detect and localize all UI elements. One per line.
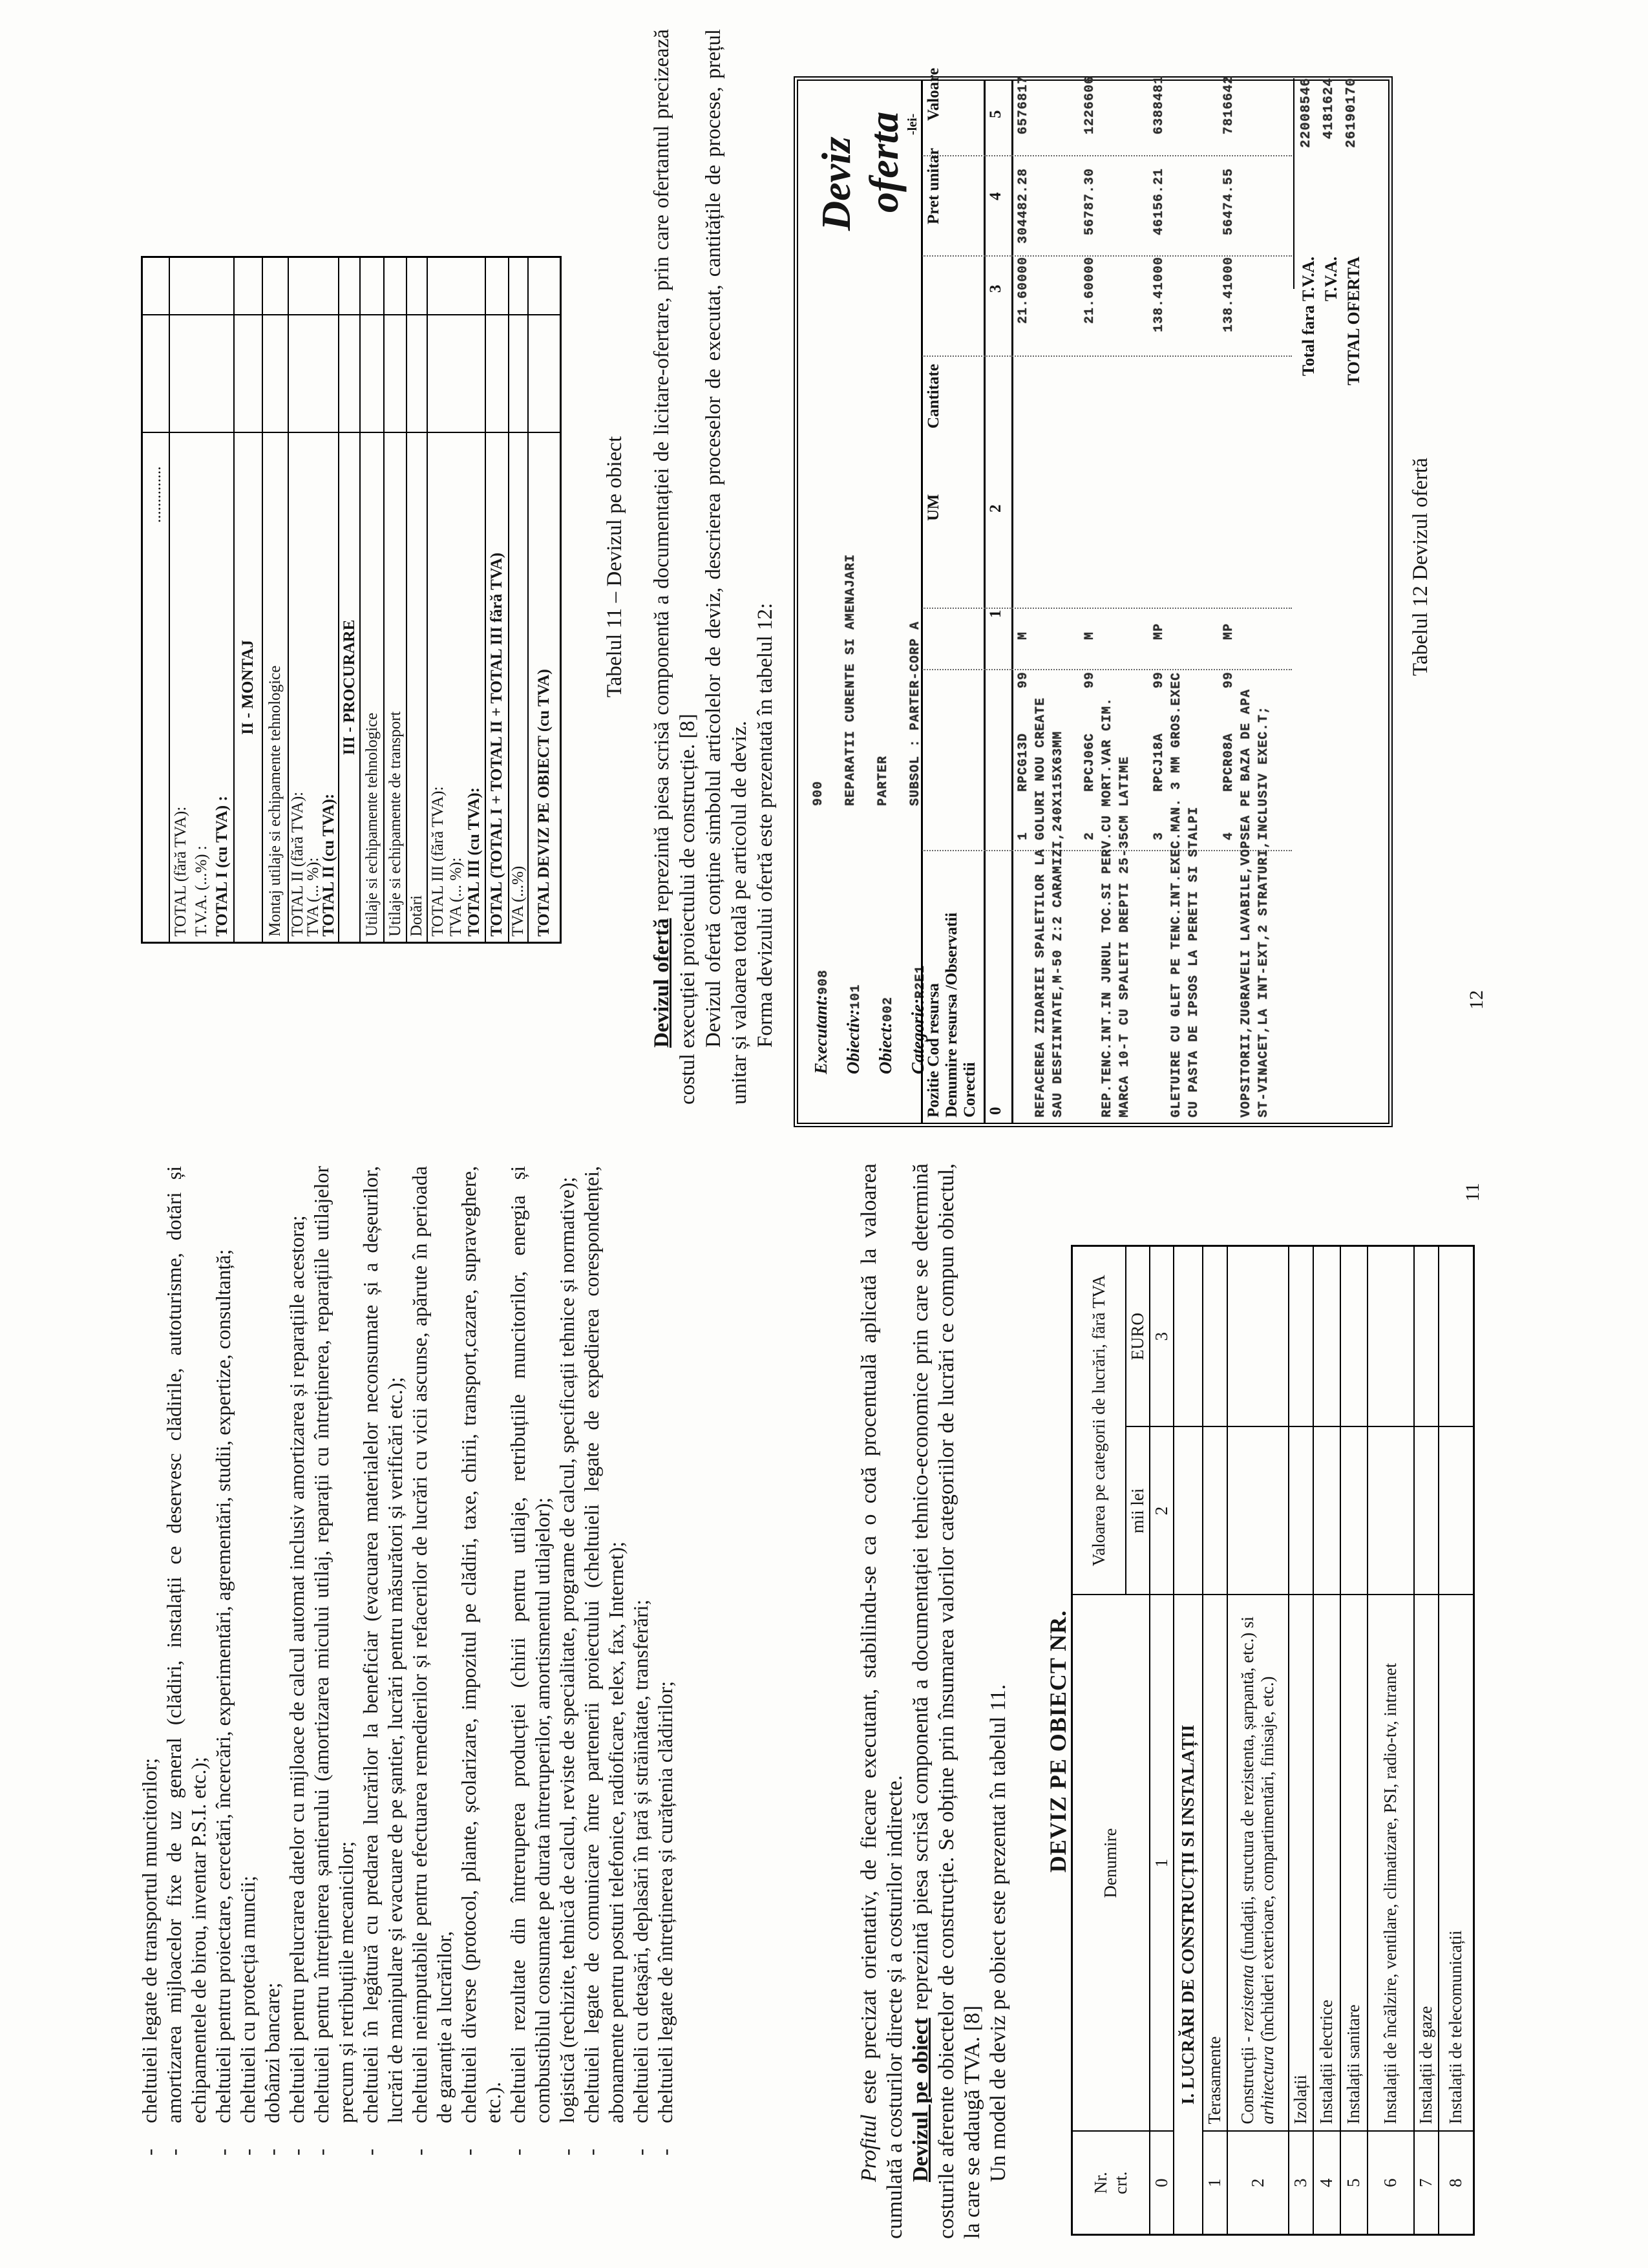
empty-value-cell: [1313, 1427, 1340, 1595]
empty-value-cell: [1313, 1246, 1340, 1427]
tabel11-line: TOTAL III (fără TVA):: [429, 786, 447, 937]
col-header-valoare: Valoare: [925, 68, 942, 121]
bullet-dash: -: [506, 2148, 529, 2156]
empty-value-cell: [1227, 1427, 1289, 1595]
row-number-cell: 1: [1203, 2132, 1227, 2235]
tabel11-line: TOTAL II (fără TVA):: [289, 791, 306, 937]
tabel11-label-text: [290, 438, 337, 937]
empty-value-cell: [1289, 1246, 1313, 1427]
list-item-text: logistică (rechizite, tehnică de calcul, reviste de specialitate, programe de calcul, specificații tehnice și normative);: [555, 1176, 578, 2123]
tabel11-line: TOTAL II (cu TVA):: [320, 793, 337, 937]
row-pret-unitar: 304482.28: [1016, 168, 1031, 244]
list-item-text: cheltuieli rezultate din întreruperea producției (chirii pentru utilaje, retribuțiile muncitorilor, energia și combustibilul consumate pe durata întreruperilor, amortismentul utilajelor);: [506, 1166, 554, 2123]
paragraph: Forma devizului ofertă este prezentată în tabelul 12:: [754, 602, 777, 1048]
list-item-text: cheltuieli legate de întreținerea și curățenia clădirilor;: [653, 1680, 677, 2123]
empty-cell: [1174, 1246, 1203, 1427]
header-denumire: Denumire: [1072, 1595, 1150, 2132]
tabel11-label-cell: [263, 433, 288, 942]
tabel11-label-cell: [170, 433, 233, 942]
row-pozitie: 3: [1152, 831, 1167, 840]
list-item: [137, 1166, 162, 2165]
empty-value-cell: [1414, 1246, 1439, 1427]
row-number-cell: 6: [1368, 2132, 1414, 2235]
bullet-dash: -: [457, 2148, 480, 2156]
row-pozitie: 2: [1083, 831, 1097, 840]
tabel11-value-cell: [289, 315, 338, 433]
field-label: Categorie:: [908, 999, 927, 1074]
tabel11-value-cell: [385, 315, 406, 433]
empty-value-cell: [1368, 1427, 1414, 1595]
tabel11-value-cell: [529, 315, 560, 433]
row-cod-resursa: RPCG13D: [1016, 732, 1031, 792]
tabel11-value-cell: [339, 315, 359, 433]
row-cod-resursa: RPCJ18A: [1152, 732, 1167, 792]
row-observatii: 99: [1083, 671, 1097, 688]
row-number-cell: 8: [1439, 2132, 1474, 2235]
deviz-oferta-box: [794, 68, 1393, 1127]
paragraph: Devizul ofertă conține simbolul articolelor de deviz, descrierea proceselor de executat, cantitățile de procese, prețul unitar și valoarea totală pe articolul de deviz.: [702, 29, 751, 1105]
page12-paragraphs: [649, 29, 778, 1105]
row-denumire-cell: Instalații de telecomunicații: [1439, 1595, 1474, 2132]
tabel11-row: [262, 258, 288, 942]
tabel11-value-cell: [407, 258, 427, 315]
page-number-12: 12: [1466, 990, 1487, 1010]
total-label: Total fara T.V.A.: [1299, 257, 1318, 376]
bullet-dash: -: [408, 2148, 431, 2156]
tabel11-line: TVA (...%): [509, 865, 527, 937]
table-row: [1313, 1246, 1340, 2235]
list-item: [653, 1166, 677, 2165]
tabel11-value-cell: [428, 315, 485, 433]
list-item: [309, 1166, 358, 2165]
col-number: 4: [987, 192, 1004, 200]
bullet-dash: -: [310, 2148, 333, 2156]
row-denumire-cell: Terasamente: [1203, 1595, 1227, 2132]
list-item-text: cheltuieli cu protecția muncii;: [236, 1876, 259, 2123]
tabel11-line: III - PROCURARE: [341, 619, 358, 756]
col-number: 1: [987, 609, 1004, 618]
row-pozitie: 1: [1016, 831, 1031, 840]
tabel11-label-text: [264, 438, 287, 937]
row-um: MP: [1152, 622, 1167, 640]
bullet-dash: -: [555, 2148, 578, 2156]
row-valoare: 6388481: [1152, 76, 1167, 135]
total-value: 26190170: [1344, 78, 1359, 148]
list-item-text: cheltuieli legate de comunicare între partenerii proiectului (cheltuieli legate de expedierea corespondenței, abonamente pentru posturi telefonice, radioficare, telex, fax, Internet);: [580, 1166, 628, 2123]
empty-value-cell: [1340, 1246, 1368, 1427]
tabel11-value-cell: [263, 258, 288, 315]
table-row: [1203, 1246, 1227, 2235]
tabel11-line: TOTAL (TOTAL I + TOTAL II + TOTAL III fără TVA): [488, 553, 505, 937]
tabel11-line: TOTAL (fără TVA):: [172, 806, 189, 937]
row-denumire-line1: REP.TENC.INT.IN JURUL TOC.SI PERV.CU MORT.VAR CIM.: [1100, 697, 1115, 1118]
list-item: [505, 1166, 555, 2165]
col-header-pret-unitar: Pret unitar: [925, 147, 942, 224]
list-item: [358, 1166, 407, 2165]
script-word-deviz: Deviz: [813, 136, 859, 231]
tabel11-devizul-pe-obiect: [141, 256, 562, 944]
tabel11-value-cell: [486, 258, 508, 315]
total-label: T.V.A.: [1322, 257, 1340, 302]
col-number: 2: [1150, 1427, 1174, 1595]
denumire-part: rezistenta: [1238, 1965, 1257, 2032]
list-item-text: cheltuieli diverse (protocol, pliante, școlarizare, impozitul pe clădiri, taxe, chirii, transport,cazare, supraveghere, etc.).: [457, 1166, 505, 2123]
tabel11-value-cell: [361, 315, 383, 433]
tabel11-label-cell: [235, 433, 262, 942]
row-denumire-line1: GLETUIRE CU GLET PE TENC.INT.EXEC.MAN. 3 MM GROS.EXEC: [1169, 672, 1184, 1118]
column-separator: [922, 255, 1292, 257]
field-label: Obiectiv:: [843, 1009, 863, 1074]
list-item-text: cheltuieli legate de transportul muncitorilor;: [138, 1757, 161, 2123]
list-item-text: cheltuieli pentru proiectare, cercetări, încercări, experimentări, agrementări, studii, expertize, consultanță;: [211, 1249, 235, 2123]
field-obiect: [876, 755, 899, 1074]
tabel11-line: TOTAL III (cu TVA):: [465, 787, 483, 937]
tabel11-row: [527, 258, 560, 942]
row-valoare: 1226606: [1083, 76, 1097, 135]
deviz-pe-obiect-title: DEVIZ PE OBIECT NR.: [1045, 1609, 1071, 1873]
field-executant: [811, 780, 834, 1074]
tabel11-value-cell: [263, 315, 288, 433]
tabel11-label-text: [340, 438, 359, 937]
tabel11-line: TVA (... %):: [447, 857, 465, 937]
tabel11-label-text: [385, 438, 405, 937]
row-pret-unitar: 56787.30: [1083, 168, 1097, 236]
tabel11-value-cell: [170, 258, 233, 315]
section-label: I. LUCRĂRI DE CONSTRUCȚII SI INSTALAȚII: [1174, 1595, 1203, 2235]
paragraph: [908, 1163, 986, 2239]
empty-value-cell: [1368, 1246, 1414, 1427]
col-number: 3: [1150, 1246, 1174, 1427]
row-um: M: [1016, 631, 1031, 640]
list-item: [284, 1166, 309, 2165]
header-nr-crt: [1072, 2132, 1150, 2235]
page11-paragraphs: [856, 1163, 1011, 2239]
tabel11-row: [359, 258, 383, 942]
tabel11-row: [383, 258, 406, 942]
tabel11-value-cell: [529, 258, 560, 315]
row-number-cell: 5: [1340, 2132, 1368, 2235]
tabel11-row: [143, 258, 169, 942]
tabel11-value-cell: [235, 315, 262, 433]
tabel11-line: Dotări: [408, 895, 425, 937]
row-cod-resursa: RPCJ06C: [1083, 732, 1097, 792]
tabel11-value-cell: [361, 258, 383, 315]
column-separator: [922, 669, 1292, 670]
empty-cell: [1174, 1427, 1203, 1595]
row-valoare: 7816642: [1221, 76, 1236, 135]
empty-value-cell: [1439, 1246, 1474, 1427]
empty-value-cell: [1289, 1427, 1313, 1595]
totals-rule: [1293, 78, 1294, 289]
tabel11-row: [338, 258, 359, 942]
page-11: [0, 1134, 1648, 2268]
tabel11-row: [406, 258, 427, 942]
empty-value-cell: [1203, 1246, 1227, 1427]
page-number-11: 11: [1462, 1183, 1483, 1202]
bullet-dash: -: [211, 2148, 235, 2156]
field-label: Obiect:: [876, 1022, 895, 1074]
tabel11-line: Montaj utilaje si echipamente tehnologice: [266, 665, 284, 937]
tabel11-label-cell: [428, 433, 485, 942]
row-denumire-line2: SAU DESFIINTATE,M-50 Z:2 CARAMIZI,240X115X63MM: [1051, 730, 1066, 1118]
col-number: 1: [1150, 1595, 1174, 2132]
tabel11-row: [485, 258, 508, 942]
list-item: [235, 1166, 260, 2165]
tabel11-value-cell: [385, 258, 406, 315]
field-label: Executant:: [811, 994, 830, 1074]
list-item-text: cheltuieli pentru prelucrarea datelor cu mijloace de calcul automat inclusiv amortizarea și reparațiile acestora;: [285, 1215, 308, 2123]
paragraph: [649, 29, 701, 1105]
tabel11-label-cell: [143, 433, 169, 942]
tabel11-value-cell: [339, 258, 359, 315]
tabel11-value-cell: [170, 315, 233, 433]
row-um: MP: [1221, 622, 1236, 640]
tabel11-line: ..............: [147, 466, 164, 523]
tabel11-label-text: [235, 438, 261, 937]
column-separator: [922, 355, 1292, 357]
column-separator: [922, 608, 1292, 609]
row-cantitate: 138.41000: [1152, 257, 1167, 333]
bullet-dash: -: [580, 2148, 603, 2156]
row-number-cell: 7: [1414, 2132, 1439, 2235]
row-pret-unitar: 46156.21: [1152, 168, 1167, 236]
tabel11-label-cell: [407, 433, 427, 942]
row-denumire-cell: Instalații electrice: [1313, 1595, 1340, 2132]
list-item: [211, 1166, 235, 2165]
tabel11-line: Utilaje si echipamente tehnologice: [363, 712, 381, 937]
col-number: 2: [987, 504, 1004, 513]
table-row: [1439, 1246, 1474, 2235]
table-row: [1368, 1246, 1414, 2235]
rule: [984, 81, 986, 1123]
field-value: REPARATII CURENTE SI AMENAJARI: [843, 553, 858, 806]
deviz-pe-obiect-table: [1071, 1245, 1475, 2236]
script-word-oferta: oferta: [861, 111, 907, 213]
col-number: 5: [987, 110, 1004, 118]
col-header-pozitie-cod: Pozitie Cod resursa: [925, 983, 942, 1118]
row-number-cell: 3: [1289, 2132, 1313, 2235]
row-observatii: 99: [1221, 671, 1236, 688]
tabel11-row: [508, 258, 527, 942]
denumire-part: arhitectura: [1258, 2046, 1277, 2125]
list-item: [579, 1166, 628, 2165]
field-value: PARTER: [876, 755, 891, 806]
tabel11-label-text: [408, 438, 426, 937]
deviz-oferta-script-title: [812, 89, 908, 231]
tabel11-label-text: [171, 438, 233, 937]
unit-note-lei: -lei-: [905, 113, 920, 135]
table-row: [1227, 1246, 1289, 2235]
rule: [921, 81, 923, 1123]
tabel11-rows: [143, 258, 560, 942]
tabel11-row: [233, 258, 262, 942]
column-separator: [922, 155, 1292, 156]
list-item-text: cheltuieli pentru întreținerea șantierului (amortizarea micului utilaj, reparații cu întreținerea, reparațiile utilajelor precum și retribuțiile mecanicilor;: [310, 1166, 357, 2123]
tabel11-label-cell: [509, 433, 527, 942]
tabel11-value-cell: [509, 315, 527, 433]
list-item-text: amortizarea mijloacelor fixe de uz general (clădiri, instalații ce deservesc clădirile, autoturisme, dotări și echipamentele de birou, inventar P.S.I. etc.);: [162, 1166, 210, 2123]
paragraph-text: reprezintă piesa scrisă componentă a documentației de licitare-ofertare, prin care ofertantul precizează costul execuției proiectului de construcție. [8]: [650, 29, 699, 1105]
table-row: [1289, 1246, 1313, 2235]
tabel11-label-text: [487, 438, 507, 937]
field-code: 908: [816, 969, 831, 995]
list-item: [628, 1166, 653, 2165]
denumire-part: (fundații, structura de rezistenta, șarpantă, etc.) si: [1238, 1616, 1257, 1965]
col-number: 3: [987, 284, 1004, 293]
row-denumire-line1: REFACEREA ZIDARIEI SPALETILOR LA GOLURI NOU CREATE: [1033, 697, 1048, 1118]
field-code: 002: [881, 997, 896, 1023]
row-cantitate: 21.60000: [1083, 257, 1097, 324]
col-number: 0: [1150, 2132, 1174, 2235]
row-um: M: [1083, 631, 1097, 640]
row-denumire-line2: MARCA 10-T CU SPALETI DREPTI 25-35CM LATIME: [1117, 756, 1132, 1118]
page-11-wrap: [0, 1134, 1648, 2268]
tabel11-line: T.V.A. (...%) :: [193, 845, 210, 937]
bullet-dash: -: [285, 2148, 308, 2156]
bullet-dash: -: [236, 2148, 259, 2156]
row-cantitate: 138.41000: [1221, 257, 1236, 333]
paragraph-lead: Profitul: [857, 2114, 881, 2182]
header-euro: EURO: [1126, 1246, 1150, 1427]
paragraph: [856, 1163, 908, 2239]
empty-value-cell: [1439, 1427, 1474, 1595]
list-item-text: cheltuieli cu detașări, deplasări în țară și străinătate, transferări;: [629, 1599, 652, 2123]
tabel11-label-text: [144, 438, 167, 937]
tabel12-caption: Tabelul 12 Devizul ofertă: [1409, 458, 1432, 676]
paragraph-lead: Devizul pe obiect: [909, 2017, 933, 2182]
row-pret-unitar: 56474.55: [1221, 168, 1236, 236]
list-item: [555, 1166, 579, 2165]
col-header-cantitate: Cantitate: [925, 364, 942, 429]
bullet-dash: -: [162, 2148, 185, 2156]
tabel11-label-cell: [339, 433, 359, 942]
row-denumire-cell: [1227, 1595, 1289, 2132]
list-item-text: dobânzi bancare;: [260, 1982, 284, 2123]
table-row: [1414, 1246, 1439, 2235]
tabel11-caption: Tabelul 11 – Devizul pe obiect: [603, 436, 626, 698]
list-item: [456, 1166, 505, 2165]
list-item: [407, 1166, 456, 2165]
tabel11-label-cell: [361, 433, 383, 942]
row-denumire-cell: Instalații sanitare: [1340, 1595, 1368, 2132]
tabel11-value-cell: [143, 258, 169, 315]
tabel11-value-cell: [407, 315, 427, 433]
field-obiectiv: [843, 553, 867, 1074]
total-value: 4181624: [1322, 78, 1336, 140]
tabel11-line: TOTAL I (cu TVA) :: [213, 796, 231, 937]
deviz-obiect-body: [1174, 1246, 1474, 2235]
paragraph-text: reprezintă piesa scrisă componentă a documentației tehnico-economice prin care se determină costurile aferente obiectelor de construcție. Se obține prin însumarea valorilor categoriilor de lucrări ce compun obiectul, la care se adaugă TVA. [8]: [909, 1163, 984, 2239]
table-row: [1340, 1246, 1368, 2235]
row-denumire-line1: VOPSITORII,ZUGRAVELI LAVABILE,VOPSEA PE BAZA DE APA: [1239, 688, 1254, 1118]
empty-value-cell: [1414, 1427, 1439, 1595]
tabel11-label-text: [529, 438, 559, 937]
header-valoarea: Valoarea pe categorii de lucrări, fără TVA: [1072, 1246, 1126, 1595]
tabel11-label-cell: [529, 433, 560, 942]
tabel11-row: [288, 258, 338, 942]
row-denumire-cell: Instalații de gaze: [1414, 1595, 1439, 2132]
list-item: [162, 1166, 211, 2165]
row-number-cell: 4: [1313, 2132, 1340, 2235]
row-denumire-line2: CU PASTA DE IPSOS LA PERETI SI STALPI: [1187, 806, 1201, 1118]
section-row: [1174, 1246, 1203, 2235]
tabel11-value-cell: [289, 258, 338, 315]
empty-value-cell: [1340, 1427, 1368, 1595]
list-item-text: cheltuieli în legătură cu predarea lucrărilor la beneficiar (evacuarea materialelor neconsumate și a deșeurilor, lucrări de manipulare și evacuare de pe șantier, lucrări pentru măsurători și verificări etc.);: [359, 1166, 407, 2123]
tabel11-row: [169, 258, 233, 942]
tabel11-label-text: [510, 438, 527, 937]
row-cantitate: 21.60000: [1016, 257, 1031, 324]
paragraph-lead: Devizul ofertă: [650, 918, 673, 1048]
empty-value-cell: [1227, 1246, 1289, 1427]
row-cod-resursa: RPCR08A: [1221, 732, 1236, 792]
paragraph-text: este precizat orientativ, de fiecare executant, stabilindu-se ca o cotă procentuală aplicată la valoarea cumulată a costurilor directe și a costurilor indirecte.: [857, 1163, 907, 2239]
denumire-part: (închideri exterioare, compartimentări, finisaje, etc.): [1258, 1676, 1277, 2046]
list-item: [260, 1166, 284, 2165]
col-header-denumire: Denumire resursa /Observatii: [943, 912, 960, 1118]
row-observatii: 99: [1152, 671, 1167, 688]
row-observatii: 99: [1016, 671, 1031, 688]
tabel11-value-cell: [428, 258, 485, 315]
tabel11-line: Utilaje si echipamente de transport: [386, 711, 404, 937]
row-number-cell: 2: [1227, 2132, 1289, 2235]
bullet-dash: -: [653, 2148, 677, 2156]
tabel11-label-cell: [486, 433, 508, 942]
row-denumire-cell: Instalații de încălzire, ventilare, climatizare, PSI, radio-tv, intranet: [1368, 1595, 1414, 2132]
row-denumire-line2: ST-VINACET,LA INT-EXT,2 STRATURI,INCLUSIV EXEC.T;: [1256, 705, 1271, 1118]
tabel11-label-text: [429, 438, 483, 937]
paragraph: Un model de deviz pe obiect este prezentat în tabelul 11.: [986, 1684, 1010, 2182]
row-pozitie: 4: [1221, 831, 1236, 840]
tabel11-line: TVA (... %):: [304, 857, 322, 937]
header-nr: Nr.: [1090, 2172, 1110, 2194]
field-value: SUBSOL : PARTER-CORP A: [908, 620, 923, 806]
tabel11-line: II - MONTAJ: [239, 640, 257, 735]
tabel11-value-cell: [509, 258, 527, 315]
header-crt: crt.: [1110, 2171, 1130, 2194]
tabel11-row: [427, 258, 485, 942]
bullet-dash: -: [138, 2148, 161, 2156]
tabel11-line: TOTAL DEVIZ PE OBIECT (cu TVA): [535, 669, 553, 937]
tabel11-label-cell: [289, 433, 338, 942]
row-denumire-cell: Izolații: [1289, 1595, 1313, 2132]
total-label: TOTAL OFERTA: [1344, 257, 1363, 386]
empty-value-cell: [1203, 1427, 1227, 1595]
total-value: 22008546: [1299, 78, 1314, 148]
cheltuieli-list: [137, 1166, 677, 2165]
tabel11-value-cell: [143, 315, 169, 433]
col-number: 0: [987, 1107, 1004, 1115]
tabel11-label-cell: [385, 433, 406, 942]
row-valoare: 6576817: [1016, 76, 1031, 135]
tabel11-value-cell: [235, 258, 262, 315]
header-mii-lei: mii lei: [1126, 1427, 1150, 1595]
field-code: R2E1: [913, 965, 928, 999]
col-header-um: UM: [925, 494, 942, 521]
tabel11-label-text: [361, 438, 383, 937]
tabel11-value-cell: [486, 315, 508, 433]
bullet-dash: -: [359, 2148, 382, 2156]
col-header-corectii: Corectii: [961, 1062, 978, 1118]
field-value: 900: [811, 780, 826, 806]
list-item-text: cheltuieli neimputabile pentru efectuarea remedierilor și refacerilor de lucrări cu vicii ascunse, apărute în perioada de garanție a lucrărilor,: [408, 1166, 456, 2123]
field-code: 101: [849, 984, 863, 1010]
bullet-dash: -: [260, 2148, 284, 2156]
rule: [1011, 81, 1013, 1123]
denumire-part: Construcții -: [1238, 2032, 1257, 2125]
bullet-dash: -: [629, 2148, 652, 2156]
